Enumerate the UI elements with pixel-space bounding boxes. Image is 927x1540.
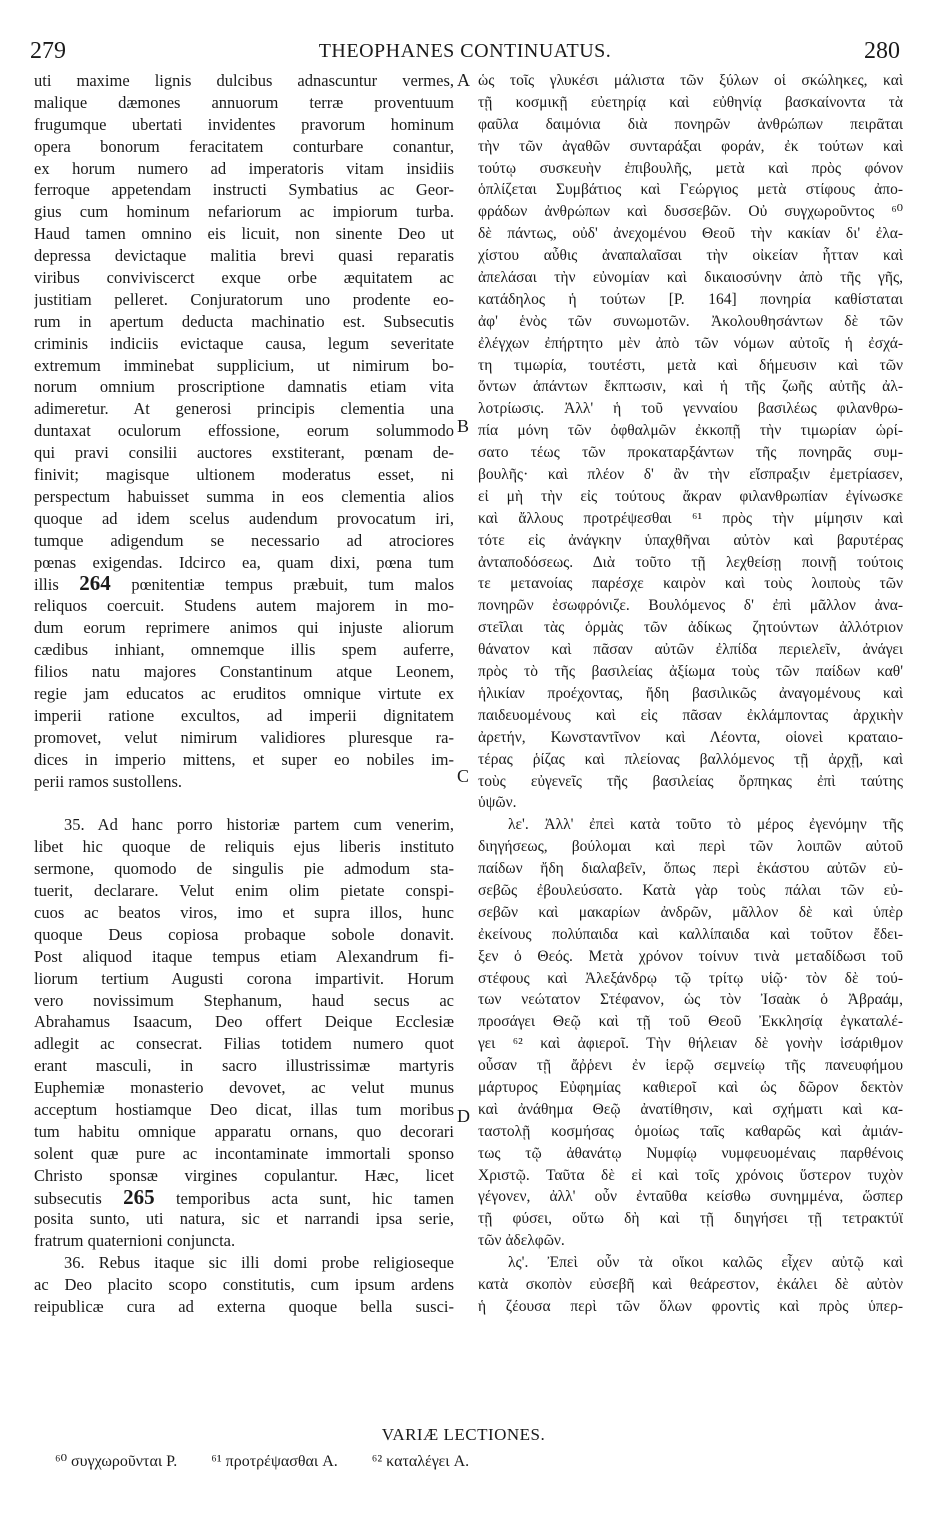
- margin-letter-c: C: [457, 766, 470, 786]
- page-number-right: 280: [864, 38, 900, 64]
- greek-line: ξεν ὁ Θεός. Μετὰ χρόνον τοίνυν τινὰ μεταδίδωσι τοῦ: [478, 947, 903, 965]
- greek-line: τέρας ῥίζας καὶ πλείονας βαλλόμενος τῇ ἀρχῇ, καὶ: [478, 750, 903, 768]
- latin-line: tumque adigendum se necessario ad atrociores: [34, 530, 454, 550]
- latin-line: uti maxime lignis dulcibus adnascuntur vermes,: [34, 71, 454, 90]
- latin-line: rum in apertum deducta machinatio est. Subsecutis: [34, 311, 454, 331]
- greek-line: καὶ ἄλλους προτρέψεσθαι ⁶¹ πρὸς τὴν μίμησιν καὶ: [478, 509, 903, 527]
- latin-line: gius cum hominum nefariorum ac impiorum turba.: [34, 202, 454, 222]
- latin-line: reliquos coercuit. Studens autem majorem in mo-: [34, 596, 454, 616]
- footnote-61: ⁶¹ προτρέψασθαι A.: [211, 1453, 338, 1470]
- latin-line: depressa devictaque malitia brevi quasi reparatis: [34, 246, 454, 266]
- latin-line: filios natu majores Constantinum atque Leonem,: [34, 662, 454, 682]
- greek-line: Χριστῷ. Ταῦτα δὲ εἰ καὶ τοῖς χρόνοις ὕστερον τυχὸν: [478, 1166, 903, 1184]
- greek-line: φράδων ἀνθρώπων καὶ δυσσεβῶν. Οὐ συγχωροῦντος ⁶⁰: [478, 203, 903, 221]
- greek-line: ὁπλίζεται Συμβάτιος καὶ Γεώργιος μετὰ στίφους ἀπο-: [478, 181, 903, 199]
- latin-line: ex horum numero ad imperatoris vitam insidiis: [34, 158, 454, 178]
- latin-line: posita sunto, uti natura, sic et narrandi ipsa serie,: [34, 1209, 454, 1229]
- latin-text: pœnitentiæ tempus præbuit, tum malos: [131, 575, 454, 595]
- latin-line: liorum tertium Augusti corona impartivit. Horum: [34, 968, 454, 988]
- latin-line: finivit; magisque ultionem moderatus esset, ni: [34, 465, 454, 485]
- latin-line: norum omnium proscriptione damnatis etiam vita: [34, 377, 454, 397]
- latin-line: Euphemiæ monasterio devovet, ac velut munus: [34, 1078, 454, 1098]
- greek-line: τη τιμωρία, τουτέστι, μετὰ καὶ δήμευσιν καὶ τῶν: [478, 356, 903, 374]
- latin-line: adlegit ac consecrat. Filias totidem numero quot: [34, 1034, 454, 1054]
- latin-line: regie jam educatos ac eruditos omnique virtute ex: [34, 683, 454, 703]
- greek-paragraph-le: [478, 814, 903, 1230]
- latin-column: [34, 70, 454, 1318]
- latin-line: tuerit, declarare. Velut enim olim pietate conspi-: [34, 881, 454, 901]
- latin-line: promovet, velut nimirum validiores pluresque ra-: [34, 727, 454, 747]
- greek-line: θάνατον καὶ πᾶσαν αὐτῶν ἐλπίδα περιελεῖν, ἀνάγει: [478, 641, 903, 659]
- greek-paragraph-a: [478, 70, 903, 792]
- greek-line: καὶ ἀνάθημα Θεῷ ἀνατίθησιν, καὶ σχήματι καὶ κα-: [478, 1100, 903, 1118]
- greek-line: παίδων ἤδη διαλαβεῖν, ὅπως περὶ ἑκάστου αὐτῶν εὐ-: [478, 860, 903, 878]
- greek-line: ταστολῇ κοσμήσας ὁμοίως ταῖς καθαρῶς καὶ ἀμιάν-: [478, 1122, 903, 1140]
- greek-line: ἐκείνους πολύπαιδα καὶ καλλίπαιδα καὶ τοῦτον ἔδει-: [478, 925, 903, 943]
- greek-line: ὑψῶν.: [478, 794, 517, 812]
- greek-line: διηγήσεως, βούλομαι καὶ περὶ τῶν λοιπῶν αὐτοῦ: [478, 838, 903, 856]
- greek-line: στέφους καὶ Ἀλεξάνδρῳ τῷ τρίτῳ υἱῷ· τὸν δὲ τού-: [478, 969, 903, 987]
- greek-line: δὲ πάντως, οὐδ' ἀνεχομένου Θεοῦ τὴν κακίαν δι' ἐλα-: [478, 225, 903, 243]
- greek-line: ὄντων ἁπάντων ἔκπτωσιν, καὶ ἡ τῆς ζωῆς αὐτῆς ἀλ-: [478, 378, 903, 396]
- page-number-left: 279: [30, 38, 66, 64]
- greek-column: [478, 70, 903, 1318]
- greek-line: τῶν ἀδελφῶν.: [478, 1232, 565, 1250]
- latin-line: dum eorum reprimere animos qui injuste aliorum: [34, 618, 454, 638]
- greek-line: οὖσαν τῇ ἄῤῥενι ἐν ἱερῷ σεμνείῳ τῆς πανευφήμου: [478, 1057, 903, 1075]
- greek-line: παιδευομένους καὶ εἰς πᾶσαν ἐκλάμποντας ἀρχικὴν: [478, 706, 903, 724]
- latin-paragraph-35-end: [34, 1208, 454, 1230]
- latin-paragraph-b: [34, 595, 454, 770]
- greek-line: ἀπελάσαι τὴν εὐνομίαν καὶ δικαιοσύνην ἀπὸ τῆς γῆς,: [478, 269, 903, 287]
- latin-line-264: [34, 573, 454, 595]
- latin-paragraph-36: [34, 1252, 454, 1318]
- latin-line: duntaxat oculorum effossione, eorum solummodo: [34, 421, 454, 441]
- column-number-marker: 264: [79, 573, 111, 596]
- latin-line: erant masculi, in sacro illustrissimæ martyris: [34, 1056, 454, 1076]
- latin-line-265: [34, 1187, 454, 1209]
- greek-line: πρὸς τὸ τῆς βασιλείας ἀξίωμα τοὺς τῶν παίδων καθ': [478, 663, 903, 681]
- greek-line: ἀρετήν, Κωνσταντῖνον καὶ Λέοντα, οἱονεὶ κραταιο-: [478, 728, 903, 746]
- latin-line: perspectum habuisset summa in eos clementia alios: [34, 486, 454, 506]
- latin-line: justitiam pelleret. Conjuratorum uno prodente eo-: [34, 289, 454, 309]
- greek-line: ἐλέγχων ἐπήρτητο μὲν ἀπὸ τῶν νόμων αὐτοῖς ἡ ἐσχά-: [478, 334, 903, 352]
- greek-line: γει ⁶² καὶ ἀφιεροῖ. Τὴν θήλειαν δὲ γονὴν ἰσάριθμον: [478, 1035, 903, 1053]
- latin-line: viribus conviviscerct exque orbe æquitatem ac: [34, 268, 454, 288]
- latin-line: malique dæmones annuorum terræ proventuum: [34, 92, 454, 112]
- latin-line: quoque ad idem scelus audendum provocatum iri,: [34, 508, 454, 528]
- greek-line: λοτρίωσις. Ἀλλ' ἡ τοῦ γενναίου βασιλέως φιλανθρω-: [478, 400, 903, 418]
- greek-line: ἀνταποδόσεως. Διὰ τοῦτο τῇ λεχθείσῃ ποινῇ τούτοις: [478, 553, 903, 571]
- footnote-60: ⁶⁰ συγχωροῦνται P.: [55, 1453, 178, 1470]
- latin-line: Post aliquod itaque tempus etiam Alexandrum fi-: [34, 946, 454, 966]
- latin-line: vero novissimum Stephanum, haud secus ac: [34, 990, 454, 1010]
- latin-paragraph-35: [34, 814, 454, 1186]
- latin-line: acceptum hostiamque Deo dicat, illas tum moribus: [34, 1099, 454, 1119]
- greek-line: προσάγει Θεῷ καὶ τῇ τοῦ Θεοῦ Ἐκκλησίᾳ ἐγκαταλέ-: [478, 1013, 903, 1031]
- greek-line: πία μόνη τῶν ὀφθαλμῶν ἐκκοπῇ τὴν τιμωρίαν ὡρί-: [478, 422, 903, 440]
- variae-lectiones-title: VARIÆ LECTIONES.: [381, 1425, 546, 1444]
- greek-line: ὡς τοῖς γλυκέσι μάλιστα τῶν ξύλων οἱ σκώληκες, καὶ: [478, 72, 903, 89]
- column-number-marker: 265: [123, 1186, 155, 1209]
- latin-line: adimeretur. At generosi principis clementia una: [34, 399, 454, 419]
- latin-line: cædibus inhiant, omnemque illis spem auferre,: [34, 640, 454, 660]
- greek-line: σεβῶς ἐβουλεύσατο. Κατὰ γὰρ τοὺς πάλαι τῶν εὐ-: [478, 881, 903, 899]
- greek-line: πονηρῶν ἐσωφρόνιζε. Βουλόμενος δ' ἐπὶ μᾶλλον ἀνα-: [478, 597, 903, 615]
- margin-letter-b: B: [457, 416, 470, 436]
- greek-line: κατάδηλος ἡ τούτων [P. 164] πονηρία καθίσταται: [478, 290, 903, 308]
- latin-line: quoque Deus copiosa probaque sobole donavit.: [34, 924, 454, 944]
- latin-line: libet hic quoque de reliquis ejus liberis instituto: [34, 837, 454, 857]
- greek-line: τως τῷ ἀθανάτῳ Νυμφίῳ νυμφευομέναις παρθένοις: [478, 1144, 903, 1162]
- greek-line: ἡλικίαν προέχοντας, ἤδη βασιλικῶς ἀναγομένους καὶ: [478, 684, 903, 702]
- greek-line: τὴν τῶν ἀγαθῶν συνταράξαι φοράν, ἐκ τούτων καὶ: [478, 137, 903, 155]
- latin-line: Haud tamen omnino eis licuit, non sinente Deo ut: [34, 224, 454, 244]
- greek-line: χίστου αὖθις ἀναπαλαῖσαι τὴν οἰκείαν ἧτταν καὶ: [478, 247, 903, 265]
- latin-line: sermone, quomodo de singulis pie admodum sta-: [34, 859, 454, 879]
- greek-line: τούτῳ συσκευὴν ἐπιβουλῆς, μετὰ καὶ πρὸς φόνον: [478, 159, 903, 177]
- latin-text: temporibus acta sunt, hic tamen: [175, 1188, 454, 1208]
- latin-line: ferroque appetendam instructi Symbatius ac Geor-: [34, 180, 454, 200]
- greek-line: ἡ ζέουσα περὶ τῶν ὅλων φροντὶς καὶ πρὸς ὑπερ-: [478, 1297, 903, 1315]
- greek-line: τότε εἰς ἀνάγκην ὑπαχθῆναι αὐτὸν καὶ βαρυτέρας: [478, 531, 903, 549]
- greek-line: τῇ φύσει, οὕτω δὴ καὶ τῇ διηγήσει τῇ τετρακτύϊ: [478, 1210, 903, 1228]
- greek-line: φαῦλα δαιμόνια διὰ πονηρῶν ἀνθρώπων πειρᾶται: [478, 115, 903, 133]
- latin-line: 36. Rebus itaque sic illi domi probe religioseque: [64, 1253, 454, 1273]
- latin-line: criminis indiciis evictaque causa, legum severitate: [34, 333, 454, 353]
- latin-text: subsecutis: [34, 1188, 102, 1208]
- latin-line: fratrum quaternioni conjuncta.: [34, 1231, 236, 1251]
- footnotes: [55, 1451, 499, 1471]
- latin-line: qui pravi consilii auctores exstiterant, pœnam de-: [34, 443, 454, 463]
- latin-line: Abrahamus Isaacum, Deo offert Deique Ecclesiæ: [34, 1012, 454, 1032]
- greek-line: στεῖλαι τὰς ὁρμὰς τῶν ἀδίκως ζητούντων ἀλλότριον: [478, 619, 903, 637]
- greek-line: βουλῆς· καὶ πλέον δ' ἂν τὴν εἴσπραξιν ἐμετρίασεν,: [478, 466, 903, 484]
- greek-line: σεβῶν καὶ μακαρίων ἀνδρῶν, μᾶλλον δὲ καὶ ὑπὲρ: [478, 903, 903, 921]
- greek-line: εἰ μὴ τὴν εἰς τούτους ἄκραν φιλανθρωπίαν ἐγίνωσκε: [478, 487, 903, 505]
- greek-line: τοὺς εὐγενεῖς τῆς βασιλείας ὄρπηκας ἐπὶ ταύτης: [478, 772, 903, 790]
- latin-text: illis: [34, 575, 59, 595]
- margin-letter-a: A: [457, 70, 470, 90]
- footnote-62: ⁶² καταλέγει A.: [371, 1453, 470, 1470]
- greek-line: μάρτυρος Εὐφημίας καθιεροῖ καὶ ὡς δῶρον δεκτὸν: [478, 1078, 903, 1096]
- greek-line: ἀφ' ἑνὸς τῶν συνωμοτῶν. Ἀκολουθησάντων δὲ τῶν: [478, 312, 903, 330]
- latin-line: reipublicæ cura ad externa quoque bella susci-: [34, 1296, 454, 1316]
- latin-line: imperii ratione excultos, ad imperii dignitatem: [34, 705, 454, 725]
- latin-line: 35. Ad hanc porro historiæ partem cum venerim,: [64, 815, 454, 835]
- latin-line: pœnas exigendas. Idcirco ea, quam dixi, pœna tum: [34, 552, 454, 572]
- latin-line: perii ramos sustollens.: [34, 771, 183, 791]
- margin-letter-d: D: [457, 1106, 470, 1126]
- greek-line: των νεώτατον Στέφανον, ὡς τὸν Ἰσαὰκ ὁ Ἀβραάμ,: [478, 991, 903, 1009]
- greek-line: τε μετανοίας παρέσχε καιρὸν καὶ τοὺς λοιποὺς τῶν: [478, 575, 903, 593]
- latin-line: dices in imperio mittens, et super eo nobiles im-: [34, 749, 454, 769]
- greek-line: κατὰ σκοπὸν εὐσεβῆ καὶ θεάρεστον, ἐκάλει δὲ αὐτὸν: [478, 1275, 903, 1293]
- greek-line: σατο τέως τῶν προκαταρξάντων τῆς πονηρᾶς συμ-: [478, 444, 903, 462]
- running-title: THEOPHANES CONTINUATUS.: [318, 40, 612, 62]
- latin-line: solent quæ pure ac incontaminate immortali sponso: [34, 1143, 454, 1163]
- greek-line: λς'. Ἐπεὶ οὖν τὰ οἴκοι καλῶς εἶχεν αὐτῷ καὶ: [508, 1254, 903, 1272]
- latin-line: opera bonorum feracitatem conturbare conantur,: [34, 136, 454, 156]
- greek-line: γέγονεν, ἀλλ' οὖν ἐνταῦθα κείσθω συνημμένα, ὥσπερ: [478, 1188, 903, 1206]
- greek-line: τῇ κοσμικῇ εὐετηρίᾳ καὶ εὐθηνίᾳ βασκαίνοντα τὰ: [478, 93, 903, 111]
- latin-line: frugumque ubertati invidentes pravorum hominum: [34, 114, 454, 134]
- latin-paragraph-a: [34, 70, 454, 573]
- latin-line: extremum imminebat supplicium, ut nimirum bo-: [34, 355, 454, 375]
- greek-paragraph-ls: [478, 1252, 903, 1318]
- latin-line: cuos ac beatos viros, imo et supra illos, hunc: [34, 902, 454, 922]
- latin-line: Christo sponsæ virgines copulantur. Hæc, licet: [34, 1165, 454, 1185]
- latin-line: ac Deo placito scopo constitutis, cum ipsum ardens: [34, 1275, 454, 1295]
- latin-line: tum habitu omnique apparatu ornans, quo decorari: [34, 1121, 454, 1141]
- greek-line: λε'. Ἀλλ' ἐπεὶ κατὰ τοῦτο τὸ μέρος ἐγενόμην τῆς: [508, 816, 903, 834]
- page-header: [30, 38, 900, 66]
